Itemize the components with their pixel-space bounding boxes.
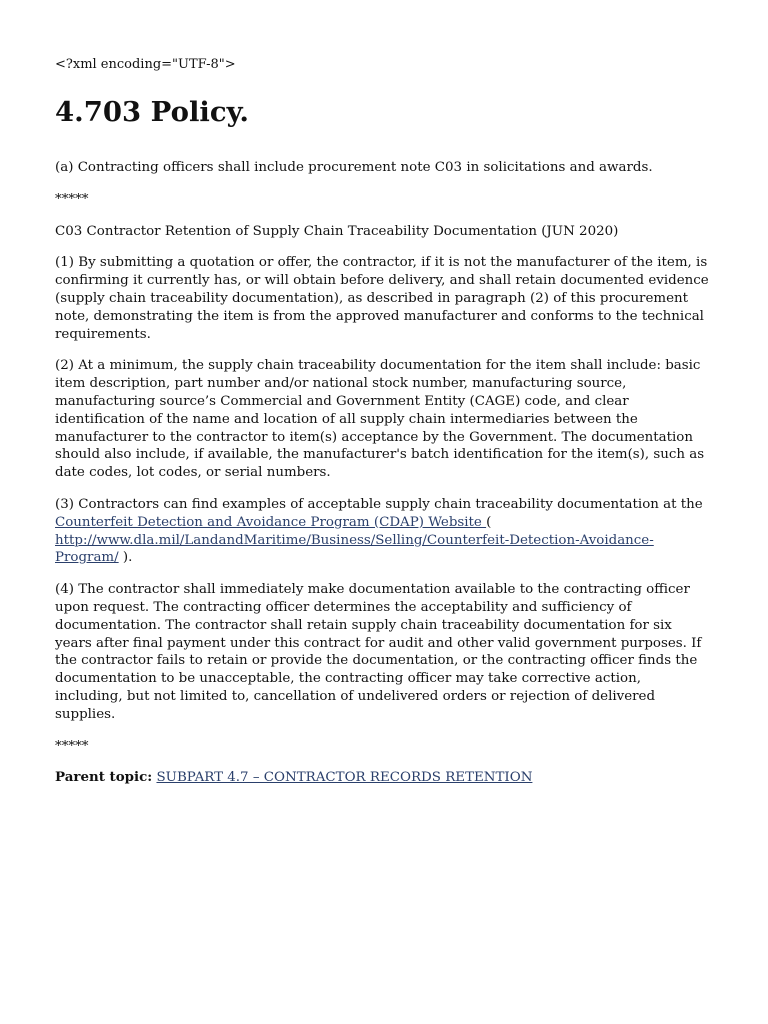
procurement-note-title: C03 Contractor Retention of Supply Chain Traceability Documentation (JUN 2020) <box>55 223 619 239</box>
parent-topic <box>55 769 712 787</box>
cdap-website-link[interactable]: Counterfeit Detection and Avoidance Program (CDAP) Website <box>55 514 487 530</box>
paragraph-3-prefix: (3) Contractors can find examples of acceptable supply chain traceability documentation at the <box>55 496 703 512</box>
paragraph-a: (a) Contracting officers shall include procurement note C03 in solicitations and awards. <box>55 160 653 175</box>
paragraph-3 <box>55 496 712 567</box>
xml-declaration: <?xml encoding="UTF-8"> <box>55 57 236 72</box>
parent-topic-link[interactable]: SUBPART 4.7 – CONTRACTOR RECORDS RETENTION <box>156 770 533 786</box>
separator: ***** <box>55 191 89 207</box>
page-title: 4.703 Policy. <box>55 96 250 128</box>
paragraph-3-open-paren: ( <box>486 514 492 530</box>
parent-topic-label: Parent topic: <box>55 769 153 786</box>
cdap-url-link[interactable]: http://www.dla.mil/LandandMaritime/Business/Selling/Counterfeit-Detection-Avoidance-Program/ <box>55 532 654 566</box>
paragraph-2: (2) At a minimum, the supply chain traceability documentation for the item shall include: basic item description, part number and/or national stock number, manufacturing source, manufacturing source’s Commercial and Government Entity (CAGE) code, and clear identification of the name and location of all supply chain intermediaries between the manufacturer to the contractor to item(s) acceptance by the Government. The documentation should also include, if available, the manufacturer's batch identification for the item(s), such as date codes, lot codes, or serial numbers. <box>55 358 705 481</box>
separator-end: ***** <box>55 738 89 754</box>
paragraph-3-suffix: ). <box>118 550 133 566</box>
paragraph-1: (1) By submitting a quotation or offer, the contractor, if it is not the manufacturer of the item, is confirming it currently has, or will obtain before delivery, and shall retain documented evidence (supply chain traceability documentation), as described in paragraph (2) of this procurement note, demonstrating the item is from the approved manufacturer and conforms to the technical requirements. <box>55 255 709 342</box>
paragraph-4: (4) The contractor shall immediately make documentation available to the contracting officer upon request. The contracting officer determines the acceptability and sufficiency of documentation. The contractor shall retain supply chain traceability documentation for six years after final payment under this contract for audit and other valid government purposes. If the contractor fails to retain or provide the documentation, or the contracting officer finds the documentation to be unacceptable, the contracting officer may take corrective action, including, but not limited to, cancellation of undelivered orders or rejection of delivered supplies. <box>55 582 702 722</box>
